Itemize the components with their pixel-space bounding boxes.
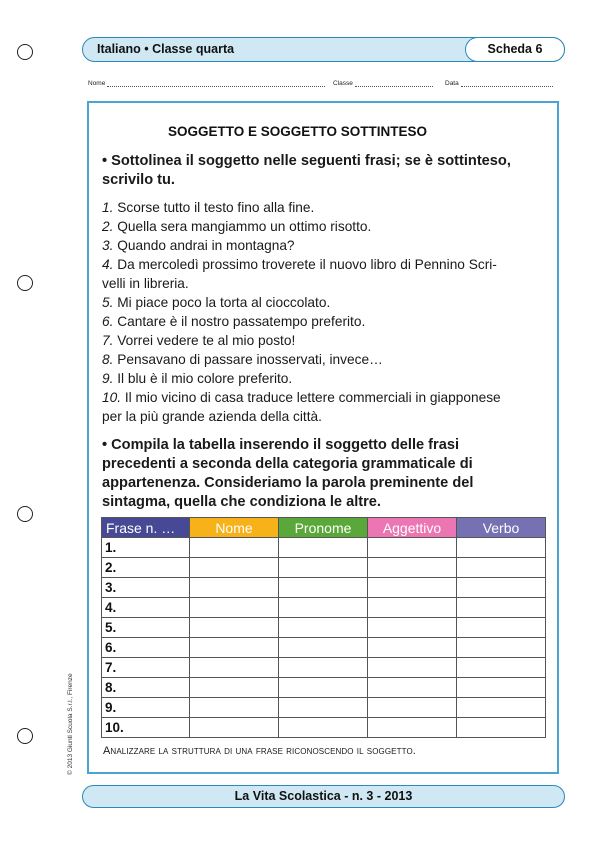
sentence-number: 2. bbox=[102, 219, 114, 234]
answer-cell[interactable] bbox=[279, 538, 368, 558]
sentence-line bbox=[102, 407, 548, 426]
footer-bar: La Vita Scolastica - n. 3 - 2013 bbox=[82, 785, 565, 808]
row-number-cell: 10. bbox=[102, 718, 190, 738]
answer-cell[interactable] bbox=[279, 638, 368, 658]
table-row bbox=[102, 558, 546, 578]
sentence-item[interactable] bbox=[102, 388, 548, 426]
answer-cell[interactable] bbox=[457, 698, 546, 718]
instruction-line: sintagma, quella che condiziona le altre. bbox=[102, 494, 381, 510]
table-header-cell: Frase n. … bbox=[102, 518, 190, 538]
row-number-cell: 3. bbox=[102, 578, 190, 598]
sentence-item[interactable] bbox=[102, 312, 548, 331]
instruction-line: precedenti a seconda della categoria grammaticale di bbox=[102, 456, 473, 472]
table-row bbox=[102, 598, 546, 618]
answer-cell[interactable] bbox=[279, 618, 368, 638]
answer-cell[interactable] bbox=[368, 678, 457, 698]
table-body bbox=[102, 538, 546, 738]
row-number-cell: 7. bbox=[102, 658, 190, 678]
table-row bbox=[102, 578, 546, 598]
bullet-icon: • bbox=[102, 437, 108, 453]
sentence-item[interactable] bbox=[102, 255, 548, 293]
table-row bbox=[102, 658, 546, 678]
sentence-line bbox=[102, 236, 548, 255]
answer-cell[interactable] bbox=[190, 598, 279, 618]
sentence-number: 8. bbox=[102, 352, 114, 367]
sentence-text: Cantare è il nostro passatempo preferito. bbox=[117, 314, 366, 329]
answer-cell[interactable] bbox=[190, 638, 279, 658]
sheet-number: Scheda 6 bbox=[465, 37, 565, 62]
sentence-number: 7. bbox=[102, 333, 114, 348]
sentence-line bbox=[102, 274, 548, 293]
answer-cell[interactable] bbox=[190, 538, 279, 558]
sentence-line bbox=[102, 293, 548, 312]
row-number-cell: 1. bbox=[102, 538, 190, 558]
answer-cell[interactable] bbox=[279, 698, 368, 718]
header-bar bbox=[82, 37, 565, 62]
sentence-number: 6. bbox=[102, 314, 114, 329]
sentence-item[interactable] bbox=[102, 350, 548, 369]
sentence-item[interactable] bbox=[102, 369, 548, 388]
sentence-line bbox=[102, 388, 548, 407]
sentence-number: 10. bbox=[102, 390, 122, 405]
sentence-line bbox=[102, 198, 548, 217]
sentence-list bbox=[102, 198, 548, 426]
answer-cell[interactable] bbox=[279, 598, 368, 618]
sentence-item[interactable] bbox=[102, 331, 548, 350]
sentence-text: Pensavano di passare inosservati, invece… bbox=[117, 352, 383, 367]
learning-objective: Analizzare la struttura di una frase riconoscendo il soggetto. bbox=[103, 745, 416, 757]
table-row bbox=[102, 718, 546, 738]
table-header-cell: Verbo bbox=[457, 518, 546, 538]
name-field[interactable] bbox=[88, 80, 325, 87]
answer-cell[interactable] bbox=[368, 658, 457, 678]
answer-cell[interactable] bbox=[190, 558, 279, 578]
answer-cell[interactable] bbox=[368, 618, 457, 638]
sentence-text: Scorse tutto il testo fino alla fine. bbox=[117, 200, 315, 215]
binder-hole bbox=[17, 506, 33, 522]
class-label: Classe bbox=[333, 80, 353, 87]
answer-cell[interactable] bbox=[279, 558, 368, 578]
sentence-item[interactable] bbox=[102, 293, 548, 312]
name-label: Nome bbox=[88, 80, 106, 87]
sentence-line bbox=[102, 217, 548, 236]
sentence-text: Mi piace poco la torta al cioccolato. bbox=[117, 295, 331, 310]
sentence-text: Il mio vicino di casa traduce lettere commerciali in giapponese bbox=[124, 390, 501, 405]
sentence-text: Da mercoledì prossimo troverete il nuovo libro di Pennino Scri- bbox=[117, 257, 497, 272]
row-number-cell: 4. bbox=[102, 598, 190, 618]
instruction-2 bbox=[102, 436, 473, 512]
answer-cell[interactable] bbox=[368, 598, 457, 618]
answer-cell[interactable] bbox=[190, 618, 279, 638]
answer-cell[interactable] bbox=[368, 538, 457, 558]
table-header-row bbox=[102, 518, 546, 538]
sentence-item[interactable] bbox=[102, 236, 548, 255]
table-header-cell: Aggettivo bbox=[368, 518, 457, 538]
answer-cell[interactable] bbox=[457, 558, 546, 578]
answer-cell[interactable] bbox=[368, 718, 457, 738]
binder-hole bbox=[17, 728, 33, 744]
sentence-line bbox=[102, 369, 548, 388]
sentence-number: 5. bbox=[102, 295, 114, 310]
answer-cell[interactable] bbox=[457, 578, 546, 598]
answer-cell[interactable] bbox=[457, 658, 546, 678]
answer-cell[interactable] bbox=[190, 678, 279, 698]
sentence-text: Il blu è il mio colore preferito. bbox=[117, 371, 293, 386]
binder-hole bbox=[17, 44, 33, 60]
table-row bbox=[102, 638, 546, 658]
binder-hole bbox=[17, 275, 33, 291]
answer-cell[interactable] bbox=[279, 658, 368, 678]
sentence-text: Vorrei vedere te al mio posto! bbox=[117, 333, 296, 348]
student-fields bbox=[88, 80, 558, 92]
table-row bbox=[102, 698, 546, 718]
sentence-item[interactable] bbox=[102, 217, 548, 236]
copyright-notice: © 2013 Giunti Scuola S.r.l., Firenze bbox=[67, 673, 74, 775]
sentence-number: 9. bbox=[102, 371, 114, 386]
answer-cell[interactable] bbox=[368, 638, 457, 658]
sentence-number: 1. bbox=[102, 200, 114, 215]
sentence-text: per la più grande azienda della città. bbox=[102, 409, 322, 424]
answer-cell[interactable] bbox=[368, 558, 457, 578]
row-number-cell: 5. bbox=[102, 618, 190, 638]
bullet-icon: • bbox=[102, 153, 108, 169]
instruction-line: • Compila la tabella inserendo il soggetto delle frasi bbox=[102, 437, 460, 453]
sentence-line bbox=[102, 312, 548, 331]
date-label: Data bbox=[445, 80, 459, 87]
answer-cell[interactable] bbox=[457, 638, 546, 658]
answer-cell[interactable] bbox=[457, 678, 546, 698]
answer-cell[interactable] bbox=[457, 598, 546, 618]
table-header-cell: Pronome bbox=[279, 518, 368, 538]
table-row bbox=[102, 678, 546, 698]
date-field[interactable] bbox=[445, 80, 553, 87]
answer-cell[interactable] bbox=[457, 618, 546, 638]
answer-cell[interactable] bbox=[457, 718, 546, 738]
sentence-text: velli in libreria. bbox=[102, 276, 189, 291]
row-number-cell: 8. bbox=[102, 678, 190, 698]
answer-cell[interactable] bbox=[190, 578, 279, 598]
sentence-number: 4. bbox=[102, 257, 114, 272]
instruction-line: scrivilo tu. bbox=[102, 172, 175, 188]
answer-cell[interactable] bbox=[279, 678, 368, 698]
row-number-cell: 6. bbox=[102, 638, 190, 658]
row-number-cell: 9. bbox=[102, 698, 190, 718]
sentence-item[interactable] bbox=[102, 198, 548, 217]
sentence-line bbox=[102, 331, 548, 350]
answer-cell[interactable] bbox=[368, 698, 457, 718]
header-title: Italiano • Classe quarta bbox=[97, 42, 235, 56]
instruction-line: • Sottolinea il soggetto nelle seguenti frasi; se è sottinteso, bbox=[102, 153, 511, 169]
instruction-1 bbox=[102, 152, 511, 190]
class-field[interactable] bbox=[333, 80, 433, 87]
answer-cell[interactable] bbox=[368, 578, 457, 598]
instruction-line: appartenenza. Consideriamo la parola preminente del bbox=[102, 475, 474, 491]
sentence-text: Quando andrai in montagna? bbox=[117, 238, 295, 253]
answer-cell[interactable] bbox=[279, 718, 368, 738]
sentence-text: Quella sera mangiammo un ottimo risotto. bbox=[117, 219, 372, 234]
table-row bbox=[102, 538, 546, 558]
class-line bbox=[355, 80, 433, 87]
answer-cell[interactable] bbox=[457, 538, 546, 558]
answer-cell[interactable] bbox=[190, 698, 279, 718]
sentence-line bbox=[102, 350, 548, 369]
subject-table bbox=[101, 517, 546, 738]
sentence-number: 3. bbox=[102, 238, 114, 253]
row-number-cell: 2. bbox=[102, 558, 190, 578]
answer-cell[interactable] bbox=[190, 718, 279, 738]
answer-cell[interactable] bbox=[279, 578, 368, 598]
table-header-cell: Nome bbox=[190, 518, 279, 538]
name-line bbox=[107, 80, 325, 87]
worksheet-title: SOGGETTO E SOGGETTO SOTTINTESO bbox=[167, 124, 428, 139]
table-row bbox=[102, 618, 546, 638]
sentence-line bbox=[102, 255, 548, 274]
answer-cell[interactable] bbox=[190, 658, 279, 678]
date-line bbox=[461, 80, 553, 87]
